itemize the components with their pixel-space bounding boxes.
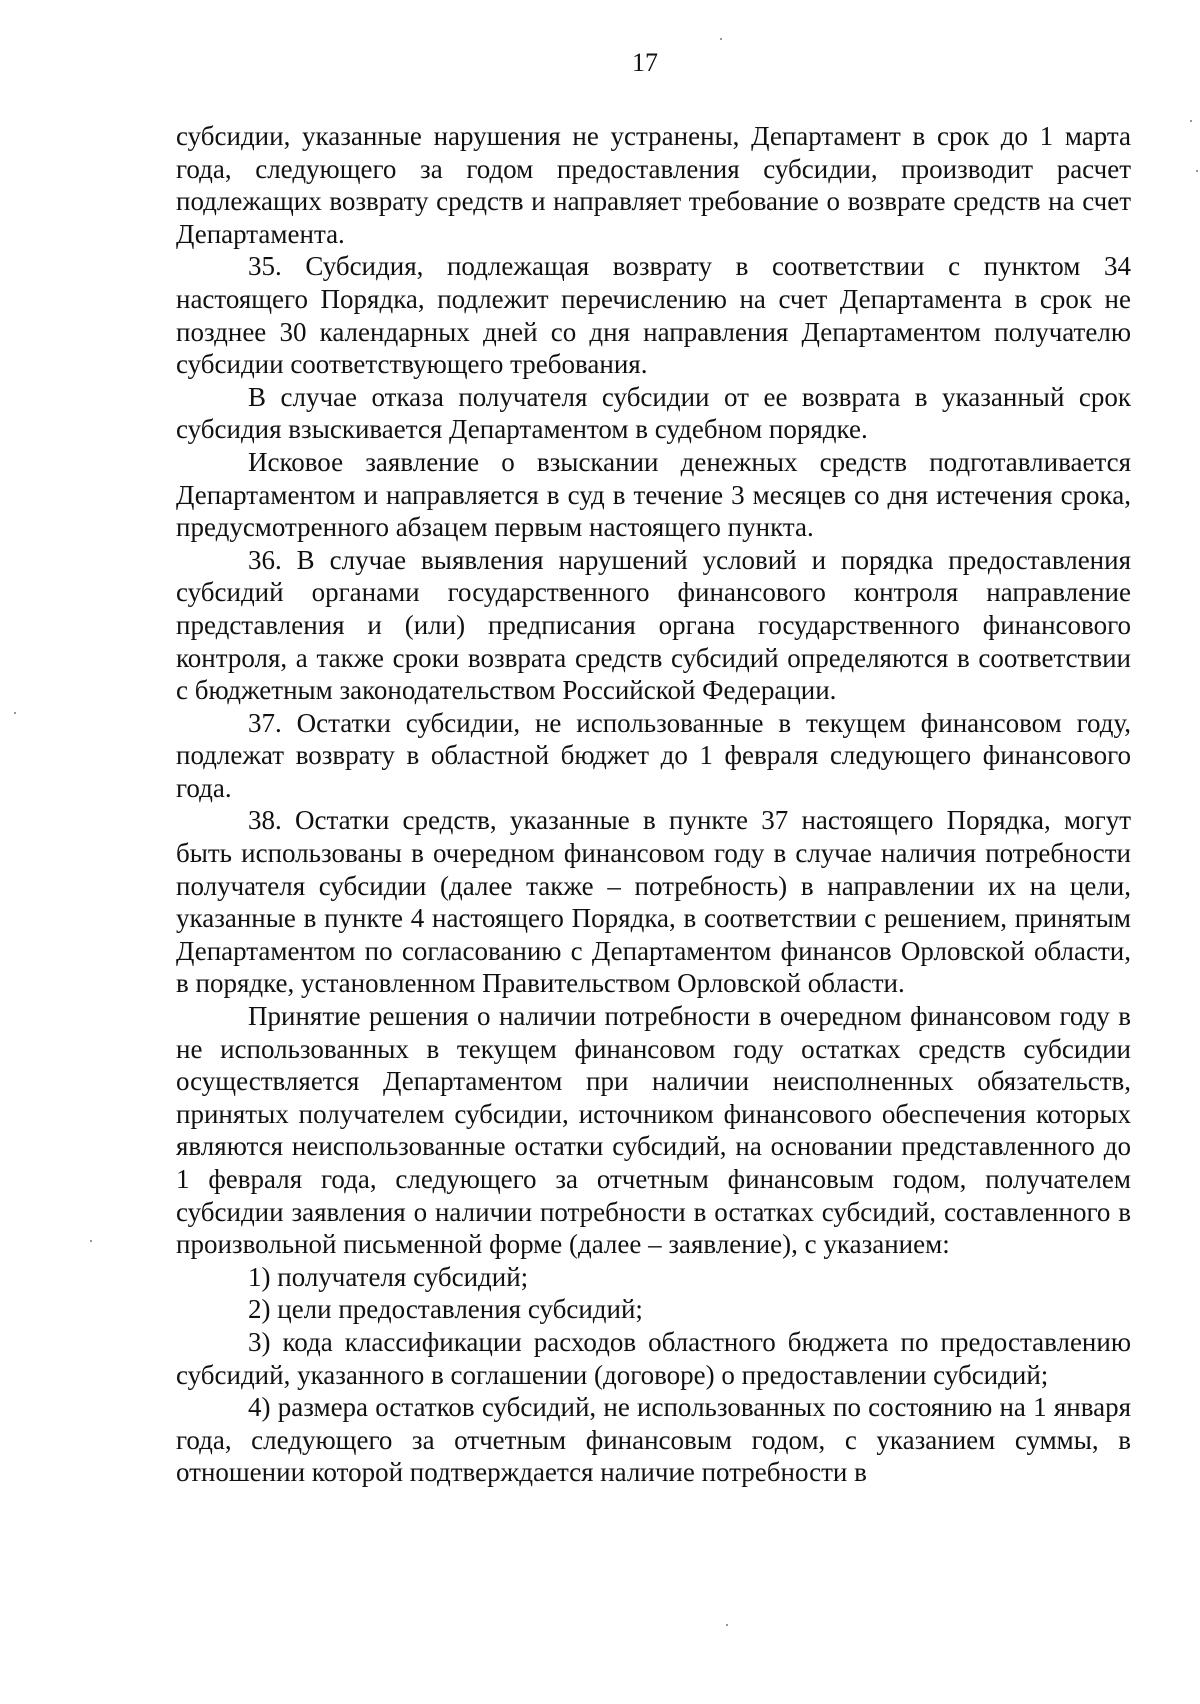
document-body <box>176 120 1131 1489</box>
scan-speck <box>720 38 722 40</box>
scan-speck <box>90 1240 92 1242</box>
page-number: 17 <box>632 48 658 77</box>
list-item-3: 3) кода классификации расходов областного бюджета по предоставлению субсидий, указанного в соглашении (договоре) о предоставлении субсидий; <box>176 1326 1131 1390</box>
paragraph-item-37: 37. Остатки субсидии, не использованные в текущем финансовом году, подлежат возврату в областной бюджет до 1 февраля следующего финансового года. <box>176 707 1131 803</box>
list-item-1: 1) получателя субсидий; <box>248 1261 529 1292</box>
list-item-2: 2) цели предоставления субсидий; <box>248 1294 643 1325</box>
paragraph-refusal: В случае отказа получателя субсидии от ее возврата в указанный срок субсидия взыскивается Департаментом в судебном порядке. <box>176 381 1131 445</box>
scan-speck <box>1190 120 1192 122</box>
scan-speck <box>14 712 16 714</box>
paragraph-item-38: 38. Остатки средств, указанные в пункте 37 настоящего Порядка, могут быть использованы в очередном финансовом году в случае наличия потребности получателя субсидии (далее также – потребность) в направлении их на цели, указанные в пункте 4 настоящего Порядка, в соответствии с решением, принятым Департаментом по согласованию с Департаментом финансов Орловской области, в порядке, установленном Правительством Орловской области. <box>176 805 1131 999</box>
scan-speck <box>726 1624 728 1626</box>
paragraph-item-36: 36. В случае выявления нарушений условий и порядка предоставления субсидий органами государственного финансового контроля направление представления и (или) предписания органа государственного финансового контроля, а также сроки возврата средств субсидий определяются в соответствии с бюджетным законодательством Российской Федерации. <box>176 544 1131 706</box>
scan-speck <box>1196 170 1198 172</box>
paragraph-decision: Принятие решения о наличии потребности в очередном финансовом году в не использованных в текущем финансовом году остатках средств субсидии осуществляется Департаментом при наличии неисполненных обязательств, принятых получателем субсидии, источником финансового обеспечения которых являются неиспользованные остатки субсидий, на основании представленного до 1 февраля года, следующего за отчетным финансовым годом, получателем субсидии заявления о наличии потребности в остатках субсидий, составленного в произвольной письменной форме (далее – заявление), с указанием: <box>176 1001 1131 1260</box>
paragraph-continuation: субсидии, указанные нарушения не устранены, Департамент в срок до 1 марта года, следующего за годом предоставления субсидии, производит расчет подлежащих возврату средств и направляет требование о возврате средств на счет Департамента. <box>176 121 1131 249</box>
paragraph-claim: Исковое заявление о взыскании денежных средств подготавливается Департаментом и направляется в суд в течение 3 месяцев со дня истечения срока, предусмотренного абзацем первым настоящего пункта. <box>176 446 1131 543</box>
list-item-4: 4) размера остатков субсидий, не использованных по состоянию на 1 января года, следующего за отчетным финансовым годом, с указанием суммы, в отношении которой подтверждается наличие потребности в <box>176 1392 1131 1488</box>
paragraph-item-35: 35. Субсидия, подлежащая возврату в соответствии с пунктом 34 настоящего Порядка, подлежит перечислению на счет Департамента в срок не позднее 30 календарных дней со дня направления Департаментом получателю субсидии соответствующего требования. <box>176 251 1131 380</box>
